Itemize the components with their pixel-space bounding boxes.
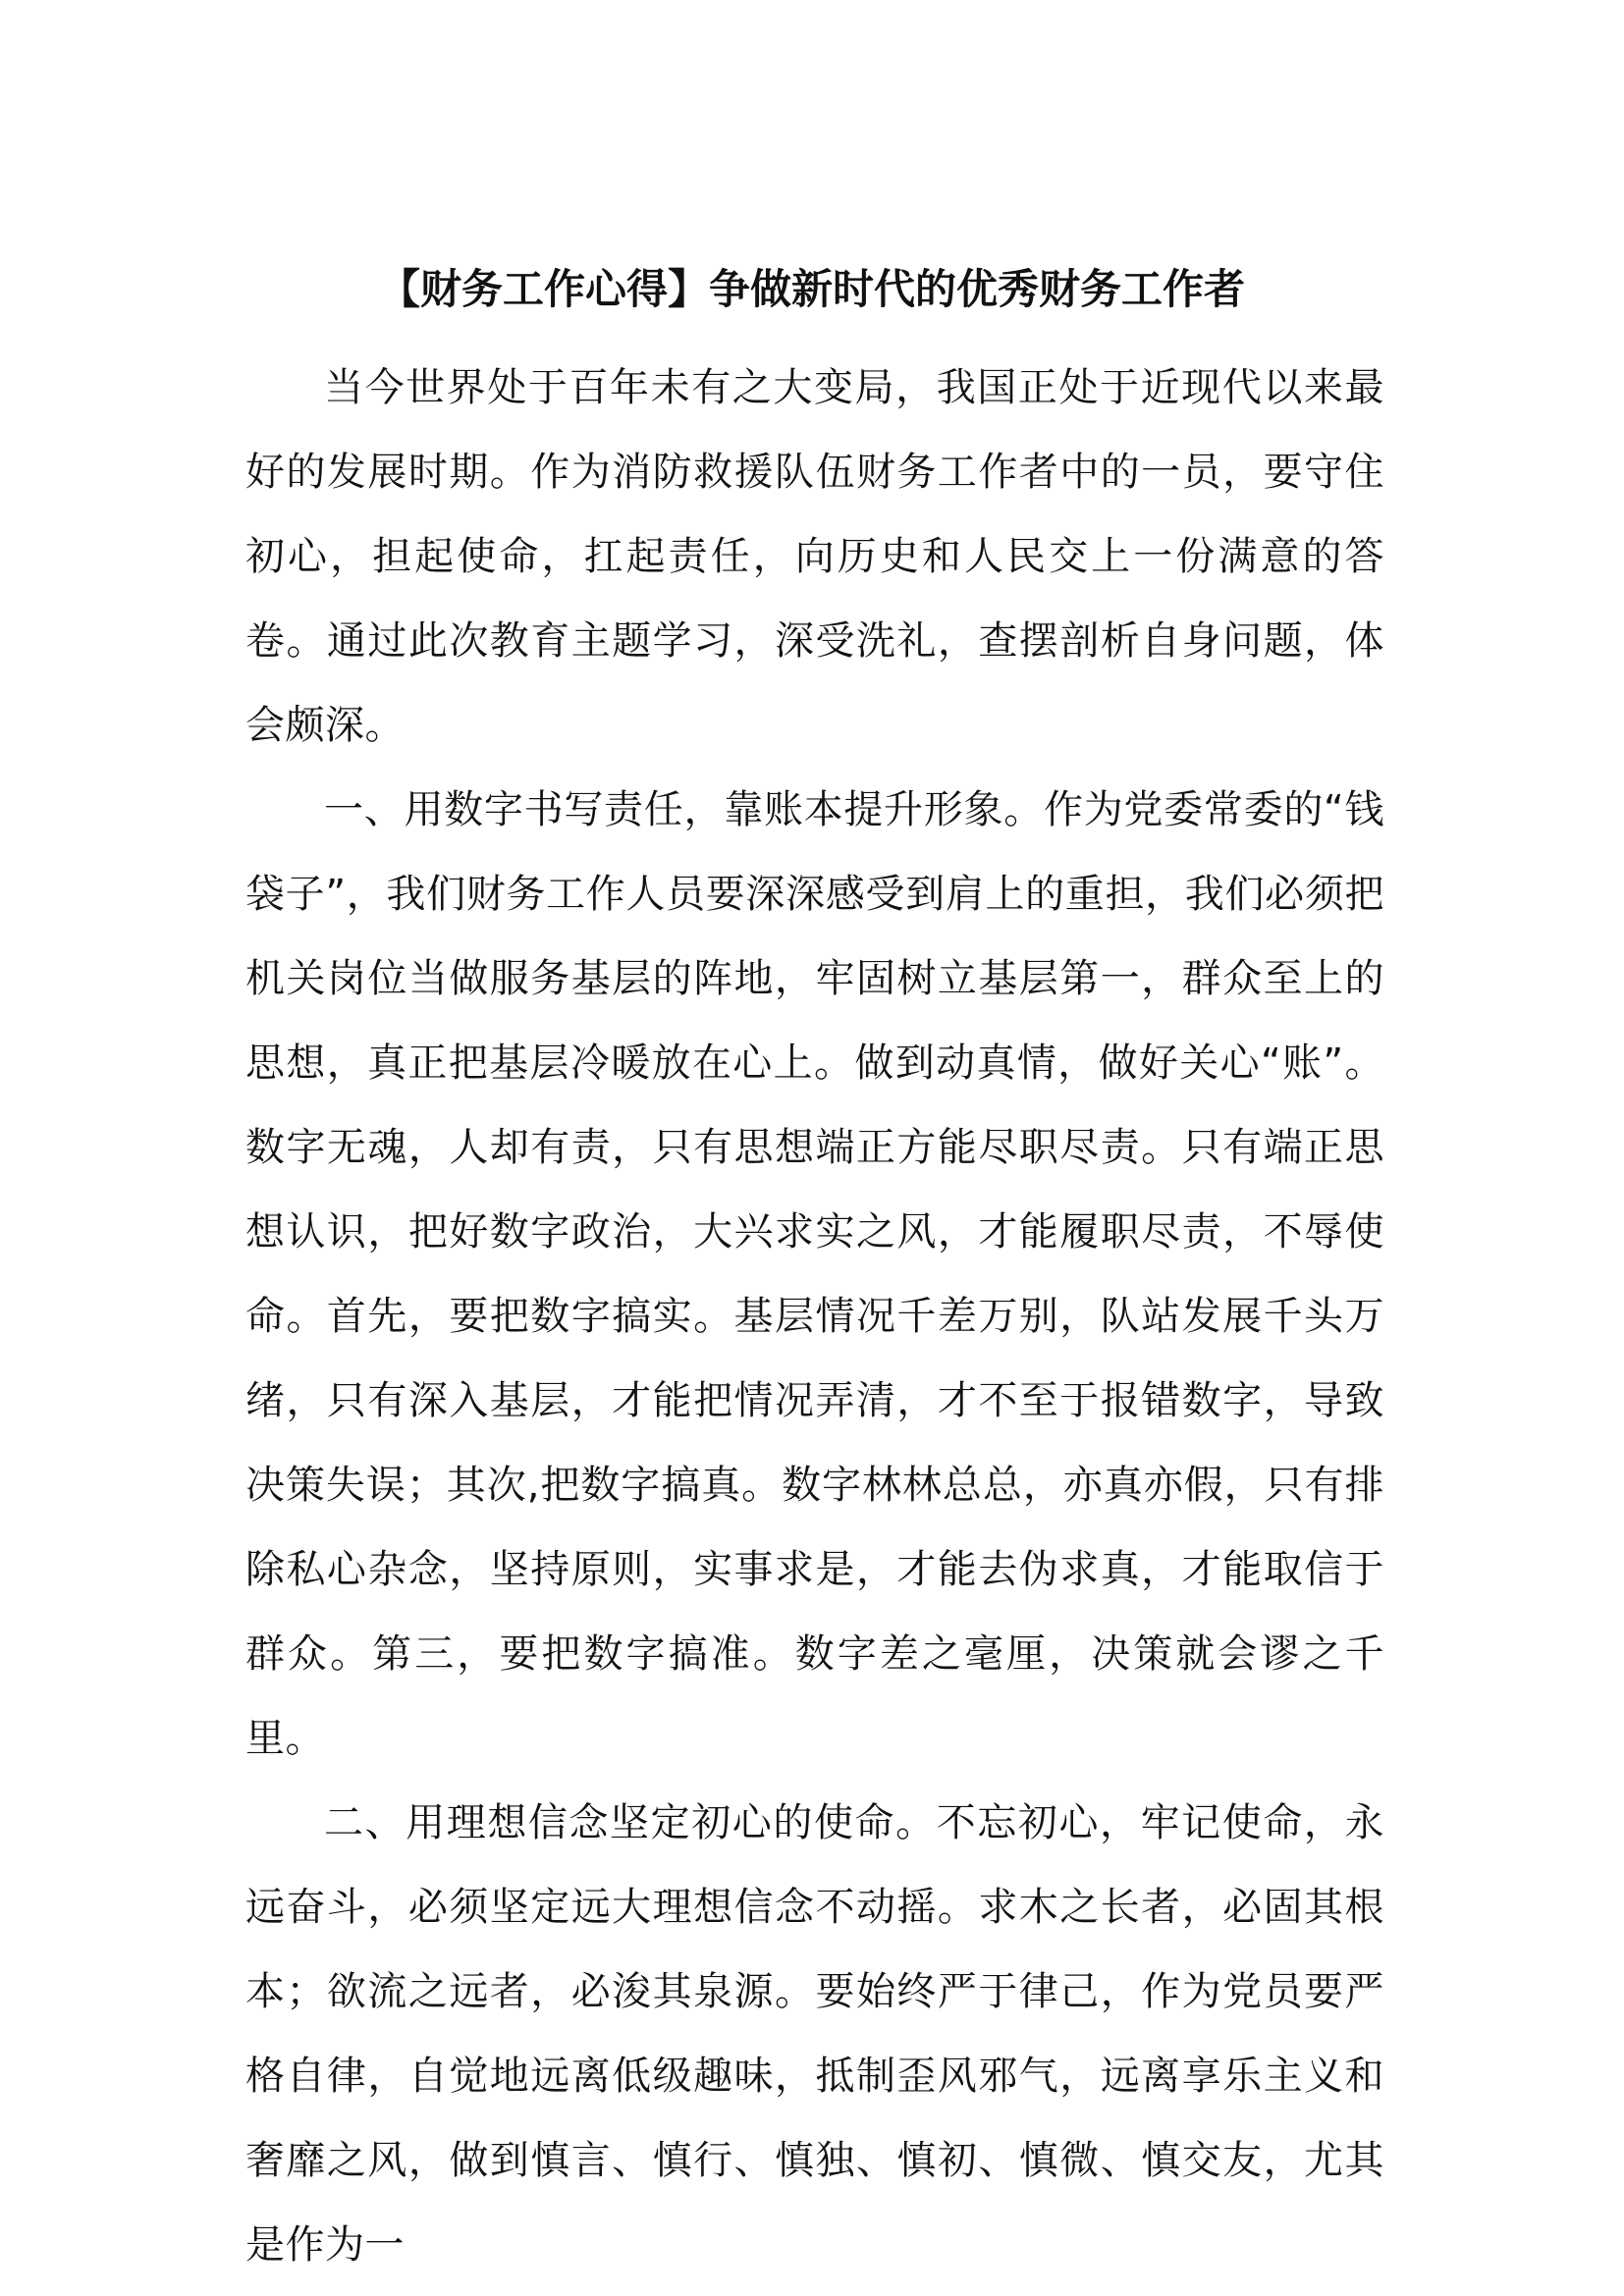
paragraph-section-1: 一、用数字书写责任，靠账本提升形象。作为党委常委的“钱袋子”，我们财务工作人员要深深感受到肩上的重担，我们必须把机关岗位当做服务基层的阵地，牢固树立基层第一，群众至上的思想，真正把基层冷暖放在心上。做到动真情，做好关心“账”。数字无魂，人却有责，只有思想端正方能尽职尽责。只有端正思想认识，把好数字政治，大兴求实之风，才能履职尽责，不辱使命。首先，要把数字搞实。基层情况千差万别，队站发展千头万绪，只有深入基层，才能把情况弄清，才不至于报错数字，导致决策失误；其次,把数字搞真。数字林林总总，亦真亦假，只有排除私心杂念，坚持原则，实事求是，才能去伪求真，才能取信于群众。第三，要把数字搞准。数字差之毫厘，决策就会谬之千里。 [245, 787, 1384, 1761]
document-title: 【财务工作心得】争做新时代的优秀财务工作者 [378, 265, 1245, 314]
paragraph-section-2: 二、用理想信念坚定初心的使命。不忘初心，牢记使命，永远奋斗，必须坚定远大理想信念不动摇。求木之长者，必固其根本；欲流之远者，必浚其泉源。要始终严于律己，作为党员要严格自律，自觉地远离低级趣味，抵制歪风邪气，远离享乐主义和奢靡之风，做到慎言、慎行、慎独、慎初、慎微、慎交友，尤其是作为一 [245, 1800, 1384, 2268]
document-body [245, 346, 1384, 2287]
paragraph-intro: 当今世界处于百年未有之大变局，我国正处于近现代以来最好的发展时期。作为消防救援队伍财务工作者中的一员，要守住初心，担起使命，扛起责任，向历史和人民交上一份满意的答卷。通过此次教育主题学习，深受洗礼，查摆剖析自身问题，体会颇深。 [245, 365, 1384, 748]
